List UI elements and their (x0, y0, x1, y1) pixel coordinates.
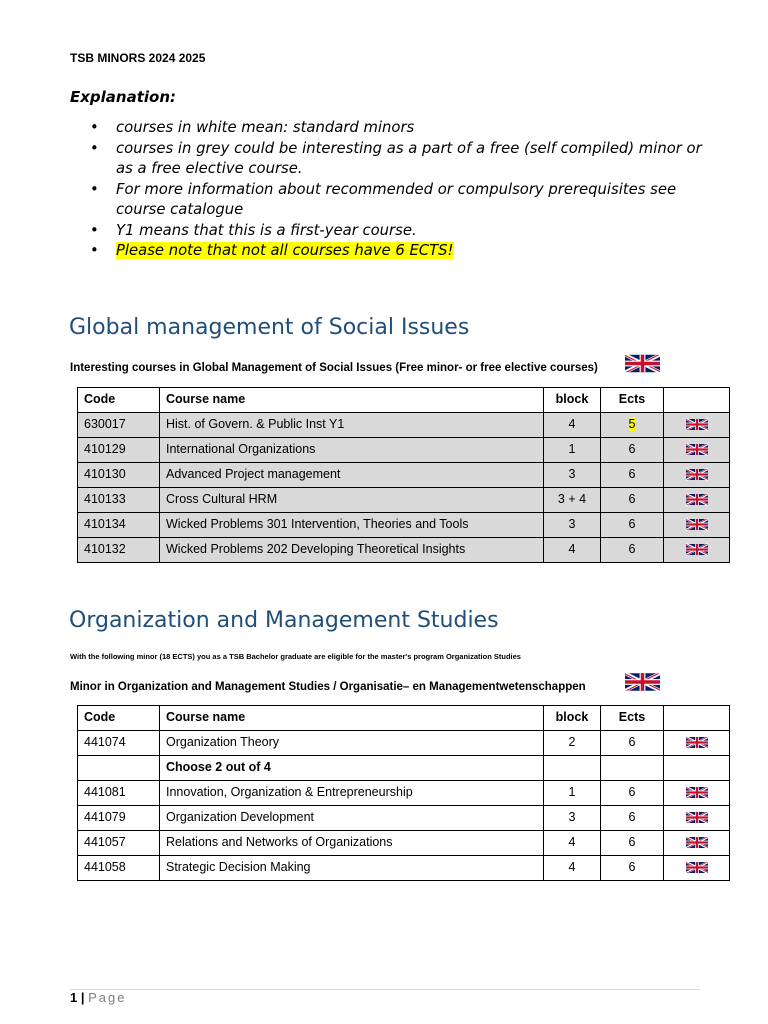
table-header-row (78, 388, 730, 413)
course-code: 441074 (78, 731, 160, 756)
table-row (78, 781, 730, 806)
uk-flag-icon (686, 443, 708, 456)
table-header-row (78, 706, 730, 731)
course-block: 1 (544, 438, 601, 463)
column-header-block: block (544, 706, 601, 731)
course-ects: 6 (601, 513, 664, 538)
course-block: 3 (544, 806, 601, 831)
explanation-list (90, 118, 710, 262)
table-row (78, 438, 730, 463)
bullet-icon: • (90, 242, 99, 259)
footer-divider (70, 989, 700, 990)
course-name: Wicked Problems 202 Developing Theoretical Insights (160, 538, 544, 563)
column-header-ects: Ects (601, 388, 664, 413)
uk-flag-icon (686, 811, 708, 824)
ects-highlight: 5 (628, 417, 636, 431)
uk-flag-icon (686, 736, 708, 749)
course-block: 3 (544, 513, 601, 538)
column-header-code: Code (78, 706, 160, 731)
table-row (78, 513, 730, 538)
course-code: 410129 (78, 438, 160, 463)
course-code: 410132 (78, 538, 160, 563)
table-row (78, 731, 730, 756)
explanation-item: • For more information about recommended or compulsory prerequisites see course catalogue (90, 180, 677, 218)
uk-flag-icon (625, 672, 660, 692)
course-ects: 6 (601, 438, 664, 463)
page-number: 1 (70, 990, 78, 1005)
course-name: Wicked Problems 301 Intervention, Theories and Tools (160, 513, 544, 538)
course-code: 441057 (78, 831, 160, 856)
table-row (78, 413, 730, 438)
course-code: 441079 (78, 806, 160, 831)
footer-separator: | (80, 990, 85, 1005)
course-ects: 6 (601, 781, 664, 806)
uk-flag-icon (686, 786, 708, 799)
course-code: 410134 (78, 513, 160, 538)
course-block: 4 (544, 413, 601, 438)
bullet-icon: • (90, 119, 99, 136)
uk-flag-icon (686, 518, 708, 531)
course-ects: 6 (601, 806, 664, 831)
explanation-item: • courses in grey could be interesting as a part of a free (self compiled) minor or as a free elective course. (90, 139, 702, 177)
uk-flag-icon (686, 418, 708, 431)
explanation-item: • Y1 means that this is a first-year course. (90, 221, 710, 242)
table-row (78, 488, 730, 513)
bullet-icon: • (90, 221, 99, 239)
section-heading-global-management: Global management of Social Issues (69, 315, 470, 340)
course-name: Hist. of Govern. & Public Inst Y1 (160, 413, 544, 438)
column-header-ects: Ects (601, 706, 664, 731)
uk-flag-icon (686, 468, 708, 481)
page-footer (70, 990, 127, 1005)
course-code: 441058 (78, 856, 160, 881)
uk-flag-icon (625, 354, 660, 373)
document-title: TSB MINORS 2024 2025 (70, 51, 206, 65)
explanation-item-highlighted: • Please note that not all courses have 6 ECTS! (90, 241, 710, 262)
course-name: Advanced Project management (160, 463, 544, 488)
uk-flag-icon (686, 543, 708, 556)
bullet-icon: • (90, 139, 99, 157)
course-name: Strategic Decision Making (160, 856, 544, 881)
table-row (78, 856, 730, 881)
course-block: 4 (544, 856, 601, 881)
explanation-item: • courses in white mean: standard minors (90, 118, 710, 139)
course-ects: 6 (601, 856, 664, 881)
table-row (78, 463, 730, 488)
course-block: 4 (544, 538, 601, 563)
column-header-flag (664, 388, 730, 413)
course-name: Organization Theory (160, 731, 544, 756)
course-block: 4 (544, 831, 601, 856)
course-name: Cross Cultural HRM (160, 488, 544, 513)
table-row (78, 538, 730, 563)
course-block: 2 (544, 731, 601, 756)
column-header-course-name: Course name (160, 388, 544, 413)
global-management-table (77, 387, 730, 563)
bullet-icon: • (90, 180, 99, 198)
course-name: International Organizations (160, 438, 544, 463)
page-label: Page (88, 990, 127, 1005)
course-block (544, 756, 601, 781)
course-ects (601, 413, 664, 438)
column-header-code: Code (78, 388, 160, 413)
course-ects: 6 (601, 538, 664, 563)
course-ects: 6 (601, 463, 664, 488)
uk-flag-icon (686, 861, 708, 874)
course-name: Organization Development (160, 806, 544, 831)
course-name: Relations and Networks of Organizations (160, 831, 544, 856)
organization-management-table (77, 705, 730, 881)
column-header-course-name: Course name (160, 706, 544, 731)
course-name: Innovation, Organization & Entrepreneurship (160, 781, 544, 806)
section-heading-organization-management: Organization and Management Studies (69, 608, 499, 633)
table-row (78, 806, 730, 831)
course-code: 410130 (78, 463, 160, 488)
course-ects (601, 756, 664, 781)
choice-label: Choose 2 out of 4 (160, 756, 544, 781)
course-code: 630017 (78, 413, 160, 438)
uk-flag-icon (686, 836, 708, 849)
course-code (78, 756, 160, 781)
explanation-heading: Explanation: (70, 88, 177, 106)
table-row-choice (78, 756, 730, 781)
course-block: 3 (544, 463, 601, 488)
column-header-block: block (544, 388, 601, 413)
table-row (78, 831, 730, 856)
section-subtitle-organization-management: Minor in Organization and Management Studies / Organisatie– en Managementwetenschappen (70, 681, 586, 693)
course-code: 410133 (78, 488, 160, 513)
course-ects: 6 (601, 831, 664, 856)
course-code: 441081 (78, 781, 160, 806)
course-ects: 6 (601, 731, 664, 756)
section-subtitle-global-management: Interesting courses in Global Management of Social Issues (Free minor- or free elective courses) (70, 362, 598, 374)
course-block: 3 + 4 (544, 488, 601, 513)
section-note: With the following minor (18 ECTS) you as a TSB Bachelor graduate are eligible for the master's program Organization Studies (70, 652, 521, 661)
course-block: 1 (544, 781, 601, 806)
uk-flag-icon (686, 493, 708, 506)
course-ects: 6 (601, 488, 664, 513)
column-header-flag (664, 706, 730, 731)
